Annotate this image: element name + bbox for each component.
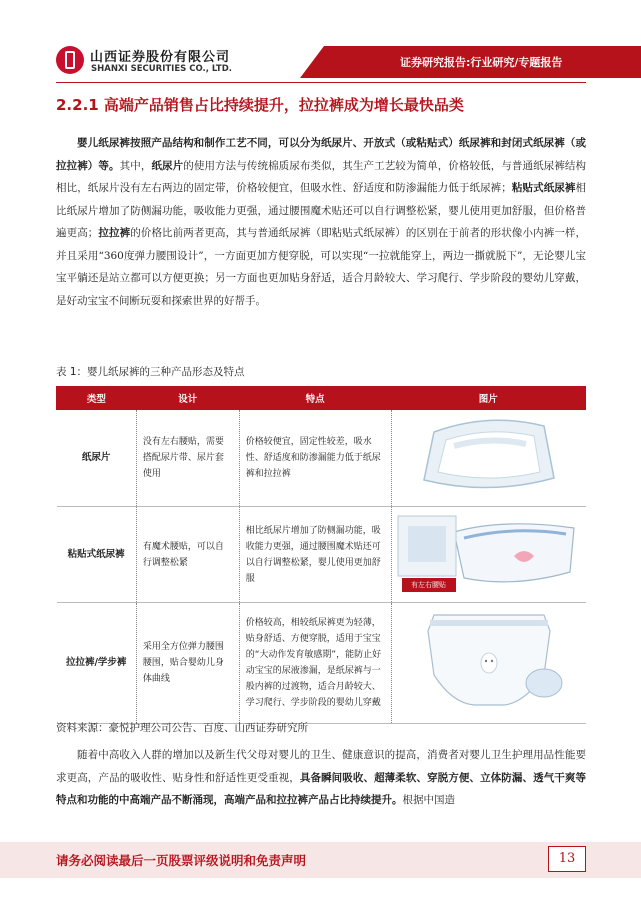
- body-paragraph-1: [56, 132, 586, 312]
- pull-up-pants-image: [394, 605, 584, 721]
- cell-image: [391, 603, 586, 724]
- cell-design: 采用全方位弹力腰围腰围，贴合婴幼儿身体曲线: [136, 603, 239, 724]
- image-label: 有左右腰贴: [411, 580, 446, 589]
- para1-bold-1: 纸尿片: [151, 159, 184, 172]
- footer-disclaimer: 请务必阅读最后一页股票评级说明和免责声明: [56, 853, 307, 868]
- table-row: [57, 507, 586, 603]
- header-divider: [56, 82, 586, 83]
- tape-diaper-image: [394, 512, 584, 598]
- page-number: 13: [548, 846, 586, 872]
- company-name-cn: 山西证券股份有限公司: [90, 50, 231, 65]
- cell-design: 没有左右腰贴，需要搭配尿片带、尿片套使用: [136, 410, 239, 507]
- cell-image: [391, 507, 586, 603]
- header-banner-cut: [300, 46, 324, 78]
- company-name-en: SHANXI SECURITIES CO., LTD.: [91, 64, 233, 74]
- para2-text-2: 根据中国造: [402, 794, 455, 806]
- company-logo-icon: [56, 46, 84, 74]
- para1-text-4: 的价格比前两者更高，其与普通纸尿裤（即粘贴式纸尿裤）的区别在于前者的形状像小内裤一样，并且采用“360度弹力腰围设计”，一方面更加方便穿脱，可以实现“一拉就能穿上，两边一撕就脱下”，无论婴儿宝宝平躺还是站立都可以方便更换；另一方面也更加贴身舒适，适合月龄较大、学习爬行、学步阶段的婴幼儿穿戴，是好动宝宝不间断玩耍和探索世界的好帮手。: [56, 227, 587, 307]
- header-type: 类型: [57, 387, 137, 410]
- table-header-row: [57, 387, 586, 410]
- para1-text-2: 的使用方法与传统棉质尿布类似，其生产工艺较为简单，价格较低，与普通纸尿裤结构相比，纸尿片没有左右两边的固定带，价格较便宜，但吸水性、舒适度和防渗漏能力低于纸尿裤；: [56, 159, 587, 194]
- header-feature: 特点: [239, 387, 391, 410]
- para2-bold: 具备瞬间吸收、超薄柔软、穿脱方便、立体防漏、透气干爽等特点和功能的中高端产品不断涌现，高端产品和拉拉裤产品占比持续提升。: [56, 771, 587, 806]
- cell-feature: 价格较便宜，固定性较差，吸水性、舒适度和防渗漏能力低于纸尿裤和拉拉裤: [239, 410, 391, 507]
- cell-feature: 相比纸尿片增加了防侧漏功能，吸收能力更强，通过腰围魔术贴还可以自行调整松紧，婴儿使用更加舒服: [239, 507, 391, 603]
- cell-design: 有魔术腰贴，可以自行调整松紧: [136, 507, 239, 603]
- cell-type: 粘贴式纸尿裤: [57, 507, 137, 603]
- diaper-pad-image: [394, 412, 584, 504]
- para1-text-1: 其中，: [119, 159, 152, 172]
- cell-type: 拉拉裤/学步裤: [57, 603, 137, 724]
- cell-image: [391, 410, 586, 507]
- cell-feature: 价格较高，相较纸尿裤更为轻薄，贴身舒适、方便穿脱，适用于宝宝的“大动作发育敏感期”，能防止好动宝宝的尿液渗漏，是纸尿裤与一般内裤的过渡物，适合月龄较大、学习爬行、学步阶段的婴幼儿穿戴: [239, 603, 391, 724]
- table-caption: 表 1：婴儿纸尿裤的三种产品形态及特点: [56, 366, 245, 378]
- para1-text-3: 相比纸尿片增加了防侧漏功能，吸收能力更强，通过腰围魔术贴还可以自行调整松紧，婴儿使用更加舒服，但价格普遍更高；: [56, 182, 587, 239]
- header-design: 设计: [136, 387, 239, 410]
- cell-type: 纸尿片: [57, 410, 137, 507]
- source-note: 资料来源：豪悦护理公司公告、百度、山西证券研究所: [56, 722, 308, 734]
- product-table: [56, 386, 586, 724]
- section-title: 2.2.1 高端产品销售占比持续提升，拉拉裤成为增长最快品类: [56, 96, 464, 114]
- header-image: 图片: [391, 387, 586, 410]
- report-type: 证券研究报告:行业研究/专题报告: [400, 56, 563, 69]
- table-row: [57, 603, 586, 724]
- body-paragraph-2: [56, 744, 586, 812]
- para2-text-1: 随着中高收入人群的增加以及新生代父母对婴儿的卫生、健康意识的提高，消费者对婴儿卫生护理用品性能要求更高，产品的吸收性、贴身性和舒适性更受重视，: [56, 749, 586, 784]
- para1-bold-3: 拉拉裤: [98, 227, 131, 239]
- para1-bold-2: 粘贴式纸尿裤: [511, 182, 576, 194]
- table-row: [57, 410, 586, 507]
- para1-lead: 婴儿纸尿裤按照产品结构和制作工艺不同，可以分为纸尿片、开放式（或粘贴式）纸尿裤和封闭式纸尿裤（或拉拉裤）等。: [56, 137, 586, 172]
